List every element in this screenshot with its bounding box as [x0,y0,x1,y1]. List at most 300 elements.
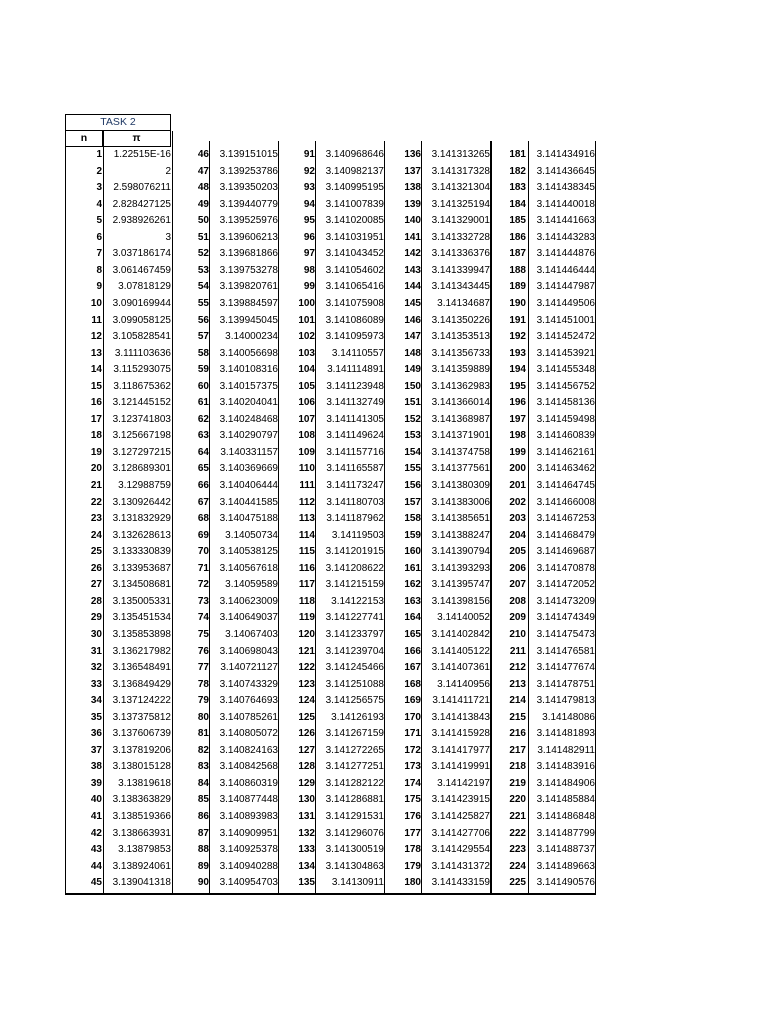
pi-value-cell: 3.141429554 [431,844,490,856]
pi-value-cell: 3.14126193 [331,711,384,723]
pi-value-cell: 3.141385651 [431,513,490,525]
n-cell: 56 [197,314,209,326]
n-cell: 12 [90,331,102,343]
n-cell: 49 [197,198,209,210]
pi-value-cell: 3.141431372 [431,860,490,872]
pi-value-cell: 3.141460839 [536,430,595,442]
pi-value-cell: 3.141427706 [431,827,490,839]
pi-value-cell: 3.141215159 [325,579,384,591]
n-cell: 151 [404,397,421,409]
pi-value-cell: 3.141481893 [536,728,595,740]
n-cell: 139 [404,198,421,210]
n-cell: 179 [404,860,421,872]
pi-value-cell: 3.128689301 [112,463,171,475]
pi-value-cell: 3.141313265 [431,149,490,160]
n-cell: 135 [298,877,315,889]
pi-value-cell: 3.141380309 [431,480,490,491]
n-cell: 123 [298,678,315,690]
pi-value-cell: 3.141165587 [326,463,384,475]
pi-value-cell: 3.141419991 [431,761,490,773]
n-cell: 111 [299,480,315,491]
pi-value-cell: 3.138363829 [112,794,171,806]
n-cell: 190 [509,297,526,309]
pi-value-cell: 3.141407361 [431,662,490,674]
n-cell: 51 [197,231,209,243]
pi-value-cell: 3.141020085 [325,215,384,227]
n-cell: 183 [509,182,526,194]
pi-value-cell: 3.139884597 [219,297,278,309]
pi-value-cell: 3.141436645 [536,165,595,177]
pi-value-cell: 3.137124222 [112,695,171,707]
pi-value-cell: 3.141332728 [431,231,490,243]
n-cell: 71 [197,562,209,574]
n-cell: 222 [509,827,526,839]
n-cell: 30 [90,628,102,640]
n-cell: 182 [509,165,526,177]
n-cell: 88 [197,844,209,856]
n-cell: 53 [197,264,209,276]
pi-value-cell: 3.14140956 [437,678,490,690]
n-cell: 89 [197,860,209,872]
n-cell: 195 [509,380,526,392]
pi-value-cell: 3.141479813 [536,695,595,707]
pi-value-cell: 3.139606213 [219,231,278,243]
pi-value-cell: 3.141440018 [536,198,595,210]
n-cell: 34 [90,695,102,707]
n-cell: 78 [197,678,209,690]
n-cell: 119 [298,612,315,624]
pi-value-cell: 3.141459498 [536,413,595,425]
pi-value-cell: 3.141485884 [536,794,595,806]
n-cell: 205 [509,546,526,558]
n-cell: 80 [197,711,209,723]
pi-value-cell: 3.132628613 [112,529,171,541]
n-cell: 110 [298,463,315,475]
pi-value-cell: 3.140108316 [219,364,278,376]
n-cell: 81 [197,728,209,740]
n-cell: 24 [90,529,102,541]
n-cell: 176 [404,811,421,822]
n-cell: 96 [303,231,315,243]
n-cell: 102 [298,331,315,343]
pi-value-cell: 3.141477674 [536,662,595,674]
n-cell: 219 [509,777,526,789]
n-cell: 184 [509,198,526,210]
n-cell: 210 [509,628,526,640]
n-cell: 146 [404,314,421,326]
n-cell: 59 [197,364,209,376]
pi-value-cell: 3.141388247 [431,529,490,541]
n-cell: 86 [197,811,209,822]
pi-value-cell: 3.139350203 [219,182,278,194]
pi-value-cell: 3.141239704 [325,645,384,657]
pi-value-cell: 3.141356733 [431,347,490,359]
n-cell: 37 [90,744,102,756]
pi-value-cell: 2.598076211 [113,182,171,194]
pi-value-cell: 3.141390794 [431,546,490,558]
n-cell: 100 [298,297,315,309]
pi-value-cell: 3.141468479 [536,529,595,541]
pi-value-cell: 3.139041318 [112,877,171,889]
pi-value-cell: 3.141325194 [431,198,490,210]
n-cell: 201 [509,480,526,491]
pi-value-cell: 3.12988759 [118,480,171,491]
pi-value-cell: 3.141362983 [431,380,490,392]
pi-value-cell: 3.135451534 [112,612,171,624]
pi-value-cell: 3.141476581 [536,645,595,657]
n-cell: 189 [509,281,526,293]
pi-value-cell: 3.140968646 [325,149,384,160]
pi-value-cell: 3.141417977 [431,744,490,756]
n-cell: 50 [197,215,209,227]
pi-value-cell: 3.14059589 [225,579,278,591]
n-cell: 1 [96,149,102,160]
n-cell: 26 [90,562,102,574]
pi-value-cell: 3.140860319 [219,777,278,789]
n-cell: 162 [404,579,421,591]
n-cell: 185 [509,215,526,227]
n-cell: 169 [404,695,421,707]
n-cell: 107 [298,413,315,425]
pi-value-cell: 3.141157716 [326,446,384,458]
n-cell: 127 [298,744,315,756]
n-cell: 2 [96,165,102,177]
pi-value-cell: 3.141371901 [431,430,490,442]
pi-value-cell: 3.140721127 [220,662,278,674]
n-cell: 166 [404,645,421,657]
n-cell: 87 [197,827,209,839]
pi-value-cell: 3.140909951 [219,827,278,839]
pi-value-cell: 3.130926442 [112,496,171,508]
n-cell: 159 [404,529,421,541]
n-cell: 42 [90,827,102,839]
pi-value-cell: 3.141453921 [536,347,595,359]
n-cell: 75 [197,628,209,640]
pi-value-cell: 3.125667198 [112,430,171,442]
n-cell: 223 [509,844,526,856]
n-cell: 115 [298,546,315,558]
pi-value-cell: 3.141413843 [431,711,490,723]
n-cell: 65 [197,463,209,475]
pi-value-cell: 3.141402842 [431,628,490,640]
n-cell: 155 [404,463,421,475]
n-cell: 69 [197,529,209,541]
n-cell: 4 [96,198,102,210]
pi-value-cell: 3.141443283 [536,231,595,243]
n-cell: 132 [298,827,315,839]
pi-value-cell: 3.140954703 [219,877,278,889]
pi-value-cell: 3.140764693 [219,695,278,707]
column-divider [209,141,210,893]
pi-value-cell: 3.090169944 [112,297,171,309]
n-cell: 191 [509,314,526,326]
n-cell: 108 [298,430,315,442]
n-cell: 92 [303,165,315,177]
n-cell: 93 [303,182,315,194]
n-cell: 137 [404,165,421,177]
n-cell: 67 [197,496,209,508]
pi-value-cell: 3.138519366 [112,811,171,822]
n-cell: 221 [509,811,526,822]
n-cell: 180 [404,877,421,889]
pi-value-cell: 3.141444876 [536,248,595,260]
pi-value-cell: 3.141469687 [536,546,595,558]
n-cell: 99 [303,281,315,293]
pi-value-cell: 3.140805072 [219,728,278,740]
pi-value-cell: 3.141296076 [325,827,384,839]
n-cell: 124 [298,695,315,707]
pi-value-cell: 3.136217982 [112,645,171,657]
pi-value-cell: 3.141277251 [325,761,384,773]
pi-value-cell: 3.141304863 [325,860,384,872]
pi-value-cell: 3.140056698 [219,347,278,359]
n-cell: 199 [509,446,526,458]
n-cell: 152 [404,413,421,425]
n-cell: 129 [298,777,315,789]
pi-value-cell: 3.14142197 [437,777,490,789]
n-cell: 54 [197,281,209,293]
n-cell: 187 [509,248,526,260]
n-cell: 153 [404,430,421,442]
pi-value-cell: 3.140698043 [219,645,278,657]
n-cell: 41 [90,811,102,822]
pi-value-cell: 3.141149624 [326,430,384,442]
pi-value-cell: 2.938926261 [112,215,171,227]
pi-value-cell: 2.828427125 [112,198,171,210]
pi-value-cell: 3.140842568 [219,761,278,773]
n-cell: 85 [197,794,209,806]
n-cell: 7 [96,248,102,260]
n-cell: 207 [509,579,526,591]
n-cell: 72 [197,579,209,591]
pi-value-cell: 3.141350226 [431,314,490,326]
n-cell: 29 [90,612,102,624]
pi-value-cell: 3.141233797 [325,628,384,640]
n-cell: 28 [90,595,102,607]
n-cell: 16 [90,397,102,409]
n-cell: 186 [509,231,526,243]
n-cell: 64 [197,446,209,458]
n-cell: 79 [197,695,209,707]
pi-value-cell: 3.141339947 [431,264,490,276]
pi-value-cell: 3.140925378 [219,844,278,856]
pi-value-cell: 3.141411721 [432,695,490,707]
n-cell: 212 [509,662,526,674]
pi-value-cell: 3.141484906 [536,777,595,789]
n-cell: 204 [509,529,526,541]
pi-value-cell: 3.141441663 [536,215,595,227]
n-cell: 17 [90,413,102,425]
pi-value-cell: 3.140567618 [219,562,278,574]
n-cell: 136 [404,149,421,160]
pi-value-cell: 3.141462161 [536,446,595,458]
pi-value-cell: 3.141472052 [536,579,595,591]
n-cell: 48 [197,182,209,194]
n-cell: 168 [404,678,421,690]
n-cell: 63 [197,430,209,442]
n-cell: 116 [298,562,315,574]
pi-value-cell: 3.139681866 [219,248,278,260]
pi-value-cell: 3.141489663 [536,860,595,872]
pi-value-cell: 3.14148086 [542,711,595,723]
n-cell: 192 [509,331,526,343]
pi-value-cell: 3.121445152 [112,397,171,409]
pi-value-cell: 3.13879853 [118,844,171,856]
pi-value-cell: 3.133330839 [112,546,171,558]
pi-value-cell: 3.137819206 [112,744,171,756]
pi-value-cell: 3.139253786 [219,165,278,177]
pi-value-cell: 3.141425827 [431,811,490,822]
n-cell: 171 [404,728,421,740]
pi-value-cell: 3.127297215 [112,446,171,458]
n-cell: 150 [404,380,421,392]
pi-value-cell: 3.14130911 [331,877,384,889]
pi-value-cell: 3.141374758 [431,446,490,458]
pi-value-cell: 3.141490576 [536,877,595,889]
n-cell: 202 [509,496,526,508]
pi-value-cell: 3.141438345 [536,182,595,194]
pi-value-cell: 3.141245466 [325,662,384,674]
pi-value-cell: 3.136548491 [112,662,171,674]
n-cell: 126 [298,728,315,740]
pi-value-cell: 3.140824163 [219,744,278,756]
pi-value-cell: 3.105828541 [112,331,171,343]
pi-value-cell: 3.141343445 [431,281,490,293]
n-cell: 97 [303,248,315,260]
n-cell: 103 [298,347,315,359]
n-cell: 109 [298,446,315,458]
n-cell: 61 [197,397,209,409]
n-cell: 216 [509,728,526,740]
pi-value-cell: 3.141466008 [536,496,595,508]
n-cell: 173 [404,761,421,773]
n-cell: 167 [404,662,421,674]
pi-value-cell: 3.141256575 [325,695,384,707]
n-cell: 3 [96,182,102,194]
pi-value-cell: 3.141267159 [325,728,384,740]
n-cell: 175 [404,794,421,806]
n-cell: 114 [298,529,315,541]
n-cell: 21 [90,480,102,491]
n-cell: 160 [404,546,421,558]
pi-value-cell: 3.141114891 [327,364,384,376]
pi-value-cell: 3.14119503 [331,529,384,541]
n-cell: 208 [509,595,526,607]
pi-value-cell: 3.141446444 [536,264,595,276]
pi-value-cell: 3.14000234 [225,331,278,343]
n-cell: 73 [197,595,209,607]
n-cell: 196 [509,397,526,409]
pi-value-cell: 3.141095973 [325,331,384,343]
pi-value-cell: 3.141132749 [326,397,384,409]
n-cell: 177 [404,827,421,839]
pi-value-cell: 3.141173247 [326,480,384,491]
pi-value-cell: 3.136849429 [112,678,171,690]
pi-value-cell: 3.140623009 [219,595,278,607]
n-cell: 22 [90,496,102,508]
pi-value-cell: 3.141007839 [325,198,384,210]
pi-value-cell: 3.141451001 [536,314,595,326]
n-cell: 203 [509,513,526,525]
pi-value-cell: 3.140248468 [219,413,278,425]
pi-value-cell: 3.140538125 [219,546,278,558]
pi-value-cell: 3.14122153 [331,595,384,607]
n-cell: 57 [197,331,209,343]
n-cell: 31 [90,645,102,657]
pi-value-cell: 3.137606739 [112,728,171,740]
n-cell: 161 [404,562,421,574]
pi-value-cell: 3.131832929 [112,513,171,525]
n-cell: 193 [509,347,526,359]
pi-value-cell: 3.139945045 [219,314,278,326]
pi-value-cell: 3.141329001 [431,215,490,227]
n-cell: 156 [404,480,421,491]
pi-value-cell: 3.140331157 [220,446,278,458]
pi-value-cell: 3.141463462 [536,463,595,475]
pi-value-cell: 3.141366014 [431,397,490,409]
pi-value-cell: 3.141483916 [536,761,595,773]
pi-value-cell: 3.140940288 [219,860,278,872]
n-cell: 220 [509,794,526,806]
n-cell: 83 [197,761,209,773]
n-cell: 98 [303,264,315,276]
n-cell: 82 [197,744,209,756]
n-cell: 200 [509,463,526,475]
n-cell: 188 [509,264,526,276]
pi-value-cell: 3.141054602 [325,264,384,276]
n-cell: 172 [404,744,421,756]
n-cell: 197 [509,413,526,425]
n-cell: 142 [404,248,421,260]
n-cell: 141 [404,231,421,243]
n-cell: 213 [509,678,526,690]
pi-value-cell: 3.14110557 [331,347,384,359]
n-cell: 5 [96,215,102,227]
n-cell: 10 [90,297,102,309]
column-divider [595,141,596,893]
n-cell: 225 [509,877,526,889]
pi-value-cell: 3.135005331 [112,595,171,607]
pi-value-cell: 3.141395747 [431,579,490,591]
pi-value-cell: 3.141405122 [431,645,490,657]
pi-value-cell: 3.141141305 [326,413,384,425]
pi-value-cell: 3.139151015 [219,149,278,160]
n-cell: 134 [298,860,315,872]
pi-value-cell: 3.141353513 [431,331,490,343]
pi-value-cell: 3.111103636 [114,347,171,359]
n-cell: 145 [404,297,421,309]
n-cell: 77 [197,662,209,674]
pi-value-cell: 3.140785261 [219,711,278,723]
pi-value-cell: 3.141065416 [325,281,384,293]
n-cell: 60 [197,380,209,392]
pi-value-cell: 3.140893983 [219,811,278,822]
pi-value-cell: 3.141180703 [326,496,384,508]
pi-value-cell: 3.141043452 [325,248,384,260]
n-cell: 131 [298,811,315,822]
n-cell: 91 [303,149,315,160]
n-cell: 19 [90,446,102,458]
n-cell: 47 [197,165,209,177]
pi-value-cell: 3.141458136 [536,397,595,409]
pi-value-cell: 3.141478751 [536,678,595,690]
pi-value-cell: 3.115293075 [113,364,171,376]
pi-value-cell: 3.141282122 [325,777,384,789]
pi-value-cell: 3.141368987 [431,413,490,425]
pi-value-cell: 3.141359889 [431,364,490,376]
pi-value-cell: 3.141398156 [431,595,490,607]
pi-value-cell: 3.118675362 [113,380,171,392]
